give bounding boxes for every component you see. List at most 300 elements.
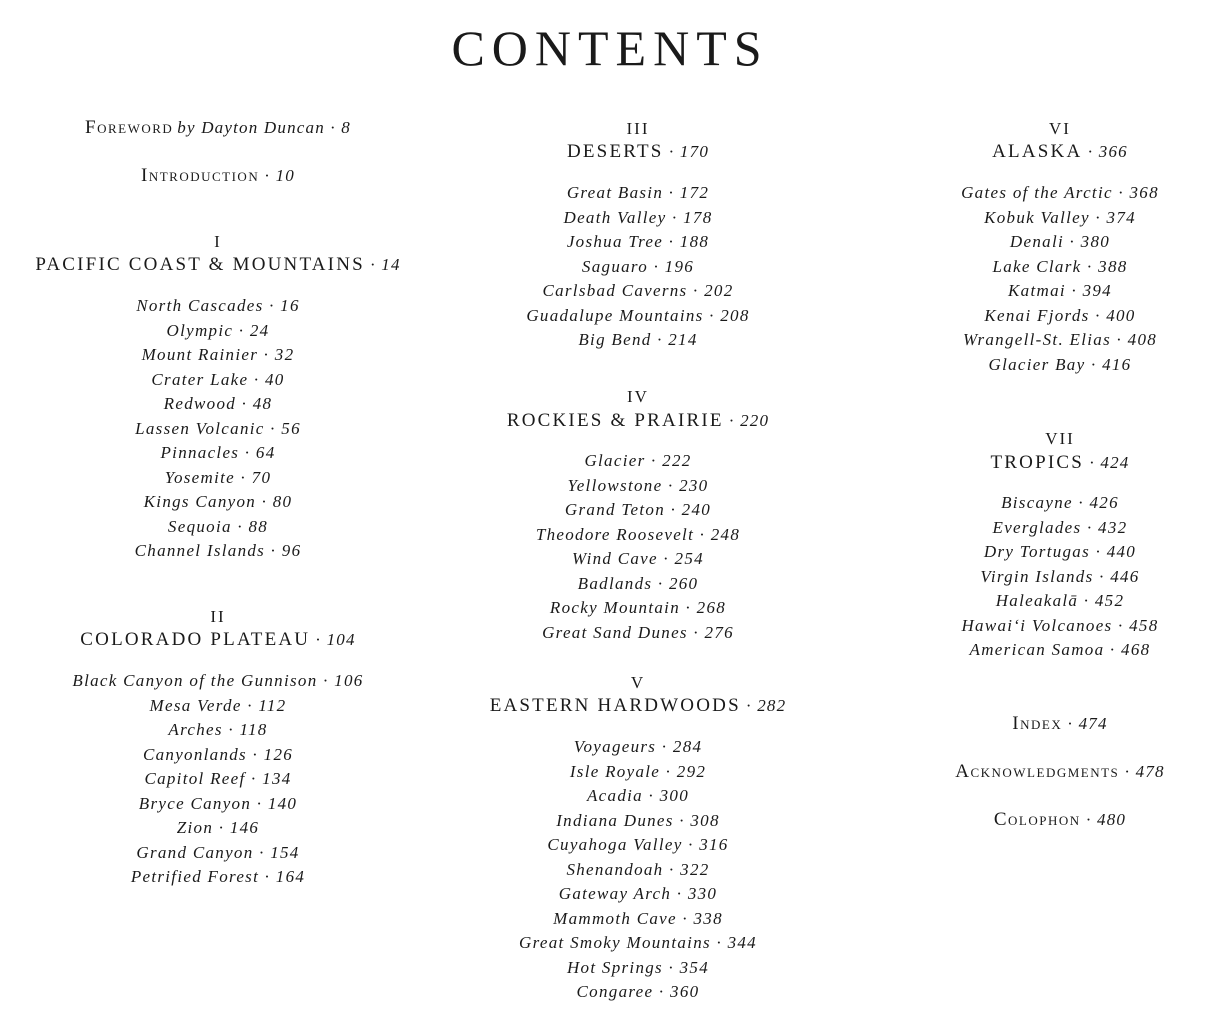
page-number: 80 — [272, 492, 293, 511]
separator: · — [1090, 542, 1107, 561]
section-heading[interactable] — [438, 140, 838, 164]
separator: · — [364, 255, 382, 274]
section-numeral: VI — [1049, 119, 1071, 138]
separator: · — [1085, 354, 1103, 374]
park-name: Haleakalā — [995, 591, 1079, 610]
separator: · — [663, 142, 680, 161]
toc-entry-park[interactable] — [0, 816, 436, 840]
separator: · — [251, 793, 268, 813]
page-number: 112 — [258, 695, 287, 715]
park-name: Congaree — [576, 982, 654, 1001]
toc-entry-park[interactable] — [438, 181, 838, 205]
toc-entry-park[interactable] — [438, 735, 838, 759]
page-number: 88 — [248, 516, 269, 536]
park-name: Canyonlands — [142, 744, 247, 764]
toc-entry-park[interactable] — [0, 441, 436, 465]
page-number: 154 — [270, 842, 300, 862]
park-name: Hawaiʻi Volcanoes — [961, 615, 1113, 635]
park-name: Pinnacles — [160, 443, 240, 462]
page-number: 432 — [1098, 517, 1128, 537]
back-matter-label: Index — [1012, 713, 1063, 734]
separator: · — [1072, 493, 1090, 512]
park-name: Guadalupe Mountains — [526, 305, 704, 325]
separator: · — [236, 394, 253, 413]
separator: · — [259, 867, 276, 886]
separator: · — [657, 549, 675, 568]
toc-entry-park[interactable] — [0, 865, 436, 889]
separator: · — [265, 541, 282, 560]
separator: · — [703, 305, 721, 325]
park-name: Black Canyon of the Gunnison — [72, 671, 318, 690]
section-title: COLORADO PLATEAU — [80, 629, 311, 650]
park-name: Lake Clark — [992, 256, 1082, 276]
toc-entry-park[interactable] — [0, 694, 436, 718]
page-number: 344 — [727, 933, 757, 952]
toc-entry-park[interactable] — [0, 743, 436, 767]
toc-entry-park[interactable] — [900, 181, 1220, 205]
page-number: 316 — [699, 835, 729, 854]
park-name: Indiana Dunes — [556, 810, 674, 830]
park-name: Yellowstone — [567, 475, 663, 495]
section-numeral: I — [214, 232, 222, 251]
toc-entry-park[interactable] — [900, 589, 1220, 613]
page-number: 416 — [1102, 354, 1132, 374]
page-number: 408 — [1127, 330, 1158, 349]
park-name: Mount Rainier — [141, 345, 259, 364]
section-numeral: V — [630, 673, 646, 692]
page-number: 56 — [281, 418, 301, 438]
page-number: 380 — [1080, 232, 1111, 251]
park-name: Shenandoah — [566, 859, 664, 879]
separator: · — [740, 696, 758, 715]
toc-entry-park[interactable] — [0, 767, 436, 791]
page-number: 106 — [334, 671, 364, 690]
park-name: Kenai Fjords — [984, 305, 1090, 325]
park-name: Grand Teton — [564, 500, 666, 519]
park-name: Mesa Verde — [149, 695, 242, 715]
separator: · — [1089, 207, 1107, 227]
front-matter-byline: by Dayton Duncan — [177, 118, 325, 137]
park-name: Theodore Roosevelt — [535, 524, 695, 544]
separator: · — [1112, 615, 1130, 635]
page-number: 360 — [670, 982, 700, 1001]
toc-entry-park[interactable] — [900, 614, 1220, 638]
page-number: 478 — [1135, 762, 1165, 781]
separator: · — [662, 475, 680, 495]
separator: · — [213, 818, 230, 837]
park-name: Lassen Volcanic — [135, 418, 265, 438]
park-name: Sequoia — [167, 516, 232, 536]
park-name: Death Valley — [563, 207, 667, 227]
separator: · — [680, 598, 697, 617]
page-number: 126 — [263, 744, 294, 764]
separator: · — [648, 256, 665, 276]
toc-entry-park[interactable] — [0, 841, 436, 865]
park-name: American Samoa — [969, 640, 1105, 659]
page-number: 16 — [280, 296, 300, 315]
park-name: Glacier — [584, 451, 646, 470]
park-name: Great Sand Dunes — [542, 622, 688, 642]
page-number: 354 — [679, 957, 710, 977]
park-name: Gateway Arch — [558, 884, 672, 903]
toc-entry-park[interactable] — [0, 490, 436, 514]
separator: · — [1065, 281, 1083, 300]
page-number: 338 — [693, 908, 723, 928]
page-number: 400 — [1106, 305, 1136, 325]
park-name: North Cascades — [136, 296, 264, 315]
toc-entry-park[interactable] — [438, 523, 838, 547]
separator: · — [666, 207, 684, 227]
front-matter-label: Introduction — [141, 165, 260, 186]
park-name: Cuyahoga Valley — [547, 835, 683, 854]
page-number: 440 — [1106, 542, 1137, 561]
page-number: 458 — [1129, 615, 1159, 635]
separator: · — [694, 524, 711, 544]
toc-entry-park[interactable] — [0, 718, 436, 742]
separator: · — [324, 118, 342, 137]
separator: · — [317, 671, 335, 690]
page-number: 196 — [664, 256, 695, 276]
separator: · — [663, 183, 680, 202]
park-name: Great Smoky Mountains — [519, 933, 711, 952]
toc-entry-park[interactable] — [438, 858, 838, 882]
page-number: 188 — [679, 232, 710, 251]
section-numeral: II — [210, 607, 226, 626]
toc-entry-park[interactable] — [438, 547, 838, 571]
page-number: 40 — [264, 369, 285, 389]
section-title: ROCKIES & PRAIRIE — [506, 410, 724, 431]
separator: · — [231, 516, 249, 536]
separator: · — [1080, 810, 1098, 829]
section-numeral: VII — [1045, 429, 1075, 448]
toc-entry-park[interactable] — [0, 294, 436, 318]
separator: · — [233, 320, 250, 340]
page-number: 118 — [239, 720, 268, 739]
page-number: 282 — [757, 696, 787, 715]
page-number: 426 — [1089, 493, 1119, 512]
page-number: 366 — [1098, 142, 1128, 161]
page-number: 214 — [668, 330, 698, 349]
page-number: 240 — [681, 500, 712, 519]
section-title: DESERTS — [566, 141, 664, 162]
section-title: EASTERN HARDWOODS — [489, 695, 741, 716]
park-name: Bryce Canyon — [138, 793, 252, 813]
page-number: 446 — [1110, 566, 1140, 586]
park-name: Petrified Forest — [130, 867, 260, 886]
toc-entry-park[interactable] — [438, 206, 838, 230]
separator: · — [1111, 330, 1128, 349]
page-number: 276 — [704, 622, 734, 642]
park-name: Biscayne — [1001, 493, 1073, 512]
front-matter-label: Foreword — [85, 117, 174, 138]
toc-entry-park[interactable] — [900, 565, 1220, 589]
toc-entry-park[interactable] — [0, 319, 436, 343]
page-number: 146 — [229, 818, 260, 837]
park-name: Mammoth Cave — [553, 908, 677, 928]
separator: · — [1084, 453, 1101, 472]
separator: · — [723, 411, 741, 430]
separator: · — [1112, 183, 1130, 202]
separator: · — [1064, 232, 1081, 251]
section-heading[interactable] — [438, 409, 838, 433]
page-number: 10 — [275, 166, 295, 185]
page-number: 32 — [274, 345, 295, 364]
separator: · — [239, 443, 256, 462]
page-number: 64 — [255, 443, 276, 462]
separator: · — [682, 835, 700, 854]
park-name: Everglades — [992, 517, 1082, 537]
toc-entry-foreword[interactable] — [0, 116, 436, 141]
separator: · — [1082, 142, 1099, 161]
separator: · — [656, 737, 673, 756]
toc-entry-park[interactable] — [900, 328, 1220, 352]
toc-entry-park[interactable] — [0, 669, 436, 693]
separator: · — [1078, 591, 1095, 610]
separator: · — [1081, 256, 1099, 276]
separator: · — [642, 786, 660, 805]
page-number: 134 — [262, 769, 292, 788]
park-name: Channel Islands — [134, 541, 266, 560]
toc-entry-park[interactable] — [0, 368, 436, 392]
toc-entry-park[interactable] — [438, 882, 838, 906]
separator: · — [651, 330, 669, 349]
park-name: Great Basin — [566, 183, 664, 202]
toc-entry-index[interactable] — [900, 712, 1220, 737]
toc-entry-park[interactable] — [900, 304, 1220, 328]
park-name: Carlsbad Caverns — [542, 281, 688, 300]
park-name: Wrangell-St. Elias — [962, 330, 1111, 349]
toc-entry-introduction[interactable] — [0, 164, 436, 189]
page-number: 170 — [679, 142, 710, 161]
separator: · — [241, 695, 259, 715]
page-number: 330 — [687, 884, 718, 903]
toc-entry-park[interactable] — [0, 417, 436, 441]
separator: · — [1104, 640, 1122, 659]
park-name: Hot Springs — [566, 957, 663, 977]
separator: · — [710, 933, 728, 952]
separator: · — [665, 500, 682, 519]
toc-entry-park[interactable] — [438, 980, 838, 1004]
back-matter-label: Acknowledgments — [955, 761, 1120, 782]
separator: · — [253, 842, 271, 862]
park-name: Denali — [1009, 232, 1064, 251]
toc-entry-park[interactable] — [0, 792, 436, 816]
toc-entry-park[interactable] — [0, 466, 436, 490]
toc-entry-park[interactable] — [438, 784, 838, 808]
page-number: 474 — [1078, 714, 1108, 733]
toc-entry-park[interactable] — [900, 279, 1220, 303]
page-number: 424 — [1100, 453, 1130, 472]
page-number: 374 — [1106, 207, 1136, 227]
toc-entry-park[interactable] — [900, 206, 1220, 230]
page-number: 300 — [659, 786, 689, 805]
park-name: Voyageurs — [573, 737, 657, 756]
toc-entry-park[interactable] — [438, 304, 838, 328]
page-number: 368 — [1129, 183, 1159, 202]
toc-entry-park[interactable] — [438, 474, 838, 498]
toc-entry-park[interactable] — [438, 596, 838, 620]
page-number: 268 — [696, 598, 727, 617]
toc-entry-park[interactable] — [438, 931, 838, 955]
page-number: 322 — [680, 859, 710, 879]
park-name: Zion — [176, 818, 214, 837]
toc-entry-park[interactable] — [0, 392, 436, 416]
page-number: 70 — [251, 467, 272, 487]
park-name: Kings Canyon — [143, 492, 257, 511]
section-numeral: IV — [627, 387, 649, 406]
section-heading[interactable] — [900, 451, 1220, 475]
park-name: Glacier Bay — [988, 354, 1086, 374]
toc-entry-acknowledgments[interactable] — [900, 760, 1220, 785]
toc-entry-park[interactable] — [900, 230, 1220, 254]
section-numeral: III — [626, 119, 650, 138]
toc-entry-park[interactable] — [438, 498, 838, 522]
separator: · — [663, 232, 680, 251]
page-number: 292 — [676, 761, 707, 781]
separator: · — [263, 296, 281, 315]
separator: · — [256, 492, 273, 511]
toc-entry-park[interactable] — [438, 279, 838, 303]
page-number: 480 — [1097, 810, 1127, 829]
park-name: Isle Royale — [569, 761, 661, 781]
section-heading[interactable] — [0, 253, 436, 277]
separator: · — [653, 982, 671, 1001]
separator: · — [652, 573, 669, 593]
separator: · — [671, 884, 688, 903]
separator: · — [1093, 566, 1111, 586]
toc-entry-park[interactable] — [0, 539, 436, 563]
page-number: 254 — [674, 549, 704, 568]
toc-entry-park[interactable] — [438, 621, 838, 645]
page-number: 230 — [679, 475, 709, 495]
toc-entry-park[interactable] — [438, 833, 838, 857]
toc-entry-park[interactable] — [438, 328, 838, 352]
back-matter-label: Colophon — [993, 809, 1081, 830]
park-name: Olympic — [166, 320, 234, 340]
page-number: 220 — [740, 411, 770, 430]
park-name: Katmai — [1008, 281, 1066, 300]
page-number: 388 — [1098, 256, 1128, 276]
separator: · — [687, 622, 705, 642]
page-number: 452 — [1094, 591, 1125, 610]
park-name: Grand Canyon — [136, 842, 254, 862]
separator: · — [1119, 762, 1136, 781]
toc-entry-park[interactable] — [0, 515, 436, 539]
page-number: 222 — [662, 451, 692, 470]
section-title: PACIFIC COAST & MOUNTAINS — [35, 254, 365, 275]
page-number: 178 — [683, 207, 713, 227]
park-name: Yosemite — [164, 467, 235, 487]
toc-entry-park[interactable] — [438, 907, 838, 931]
section-title: ALASKA — [992, 141, 1083, 162]
page-number: 284 — [672, 737, 703, 756]
page-number: 14 — [381, 255, 401, 274]
toc-entry-park[interactable] — [438, 809, 838, 833]
separator: · — [258, 345, 275, 364]
section-heading[interactable] — [0, 628, 436, 652]
separator: · — [264, 418, 282, 438]
toc-entry-park[interactable] — [900, 491, 1220, 515]
page-number: 164 — [275, 867, 306, 886]
park-name: Capitol Reef — [144, 769, 246, 788]
park-name: Saguaro — [581, 256, 649, 276]
separator: · — [234, 467, 252, 487]
park-name: Crater Lake — [151, 369, 249, 389]
toc-entry-park[interactable] — [900, 353, 1220, 377]
park-name: Badlands — [577, 573, 653, 593]
toc-entry-park[interactable] — [438, 230, 838, 254]
separator: · — [246, 744, 264, 764]
page-title: CONTENTS — [451, 20, 769, 76]
park-name: Redwood — [163, 394, 237, 413]
park-name: Gates of the Arctic — [961, 183, 1113, 202]
toc-entry-park[interactable] — [0, 343, 436, 367]
separator: · — [1062, 714, 1079, 733]
toc-entry-park[interactable] — [438, 956, 838, 980]
toc-entry-park[interactable] — [900, 638, 1220, 662]
page-number: 202 — [704, 281, 734, 300]
separator: · — [662, 957, 680, 977]
page-number: 260 — [668, 573, 699, 593]
page-number: 24 — [249, 320, 270, 340]
park-name: Joshua Tree — [566, 232, 664, 251]
separator: · — [310, 630, 327, 649]
separator: · — [687, 281, 705, 300]
separator: · — [259, 166, 276, 185]
toc-entry-colophon[interactable] — [900, 808, 1220, 833]
separator: · — [673, 810, 691, 830]
park-name: Dry Tortugas — [983, 542, 1091, 561]
separator: · — [1089, 305, 1107, 325]
page-number: 308 — [690, 810, 720, 830]
separator: · — [222, 720, 240, 739]
park-name: Big Bend — [578, 330, 652, 349]
toc-entry-park[interactable] — [438, 255, 838, 279]
park-name: Acadia — [586, 786, 643, 805]
page-number: 104 — [326, 630, 356, 649]
toc-entry-park[interactable] — [900, 516, 1220, 540]
page-number: 96 — [281, 541, 302, 560]
separator: · — [645, 451, 663, 470]
park-name: Wind Cave — [572, 549, 658, 568]
toc-entry-park[interactable] — [438, 572, 838, 596]
park-name: Kobuk Valley — [984, 207, 1090, 227]
page-number: 8 — [341, 118, 351, 137]
separator: · — [663, 859, 681, 879]
park-name: Rocky Mountain — [549, 598, 680, 617]
toc-entry-park[interactable] — [900, 255, 1220, 279]
section-heading[interactable] — [438, 694, 838, 718]
page-number: 248 — [710, 524, 741, 544]
page-number: 208 — [720, 305, 750, 325]
page-number: 172 — [679, 183, 710, 202]
toc-entry-park[interactable] — [438, 449, 838, 473]
page-number: 468 — [1121, 640, 1151, 659]
page-number: 394 — [1082, 281, 1112, 300]
park-name: Arches — [168, 720, 223, 739]
toc-entry-park[interactable] — [438, 760, 838, 784]
page-number: 140 — [267, 793, 298, 813]
page-number: 48 — [252, 394, 273, 413]
separator: · — [1081, 517, 1099, 537]
separator: · — [676, 908, 694, 928]
separator: · — [245, 769, 263, 788]
park-name: Virgin Islands — [980, 566, 1094, 586]
toc-entry-park[interactable] — [900, 540, 1220, 564]
section-heading[interactable] — [900, 140, 1220, 164]
separator: · — [660, 761, 677, 781]
separator: · — [248, 369, 265, 389]
